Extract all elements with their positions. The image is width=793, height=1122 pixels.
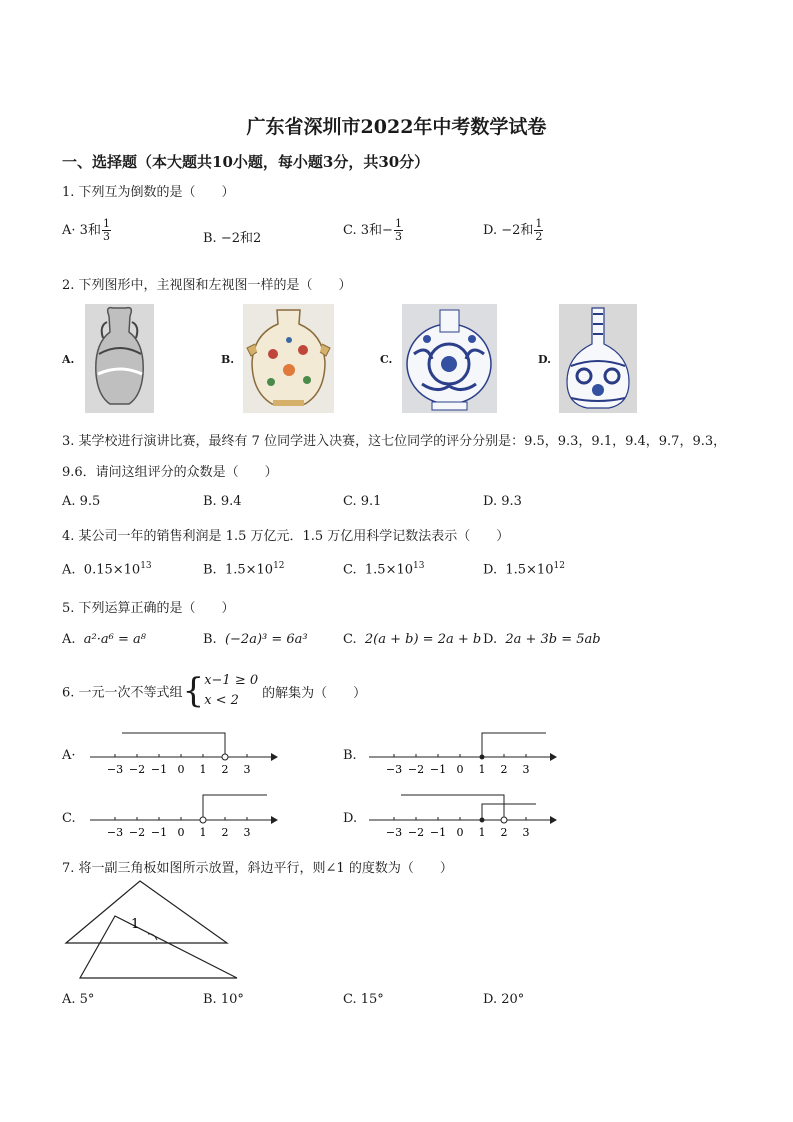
- open-point: [200, 817, 206, 823]
- silver-vase-icon: [85, 304, 154, 413]
- tick-label: 1: [199, 826, 207, 839]
- numerator: 1: [102, 217, 110, 230]
- q1-option-c[interactable]: [343, 218, 404, 243]
- option-label: C.: [343, 223, 357, 238]
- vase-c-image[interactable]: [402, 304, 497, 413]
- solution-bracket: [203, 795, 267, 820]
- tick-label: 1: [478, 763, 486, 776]
- tick-label: −1: [150, 763, 168, 776]
- q5-option-a[interactable]: [62, 632, 146, 647]
- tick-label: 2: [221, 763, 229, 776]
- tick-label: 1: [478, 826, 486, 839]
- tick-label: −2: [128, 763, 146, 776]
- blue-white-vase-icon: [559, 304, 637, 413]
- option-text: −2和: [501, 223, 534, 238]
- q1-option-b[interactable]: [203, 227, 261, 246]
- option-label: B.: [203, 231, 217, 246]
- tick-label: −3: [385, 763, 403, 776]
- arrow-icon: [271, 816, 278, 824]
- option-expression: 2a + 3b = 5ab: [505, 632, 601, 647]
- option-expression: 2(a + b) = 2a + b: [364, 632, 482, 647]
- tick-label: 3: [522, 763, 530, 776]
- arrow-icon: [550, 753, 557, 761]
- q2-label-c: C.: [380, 353, 393, 366]
- numerator: 1: [535, 217, 543, 230]
- vase-a-image[interactable]: [85, 304, 154, 413]
- option-exponent: 12: [553, 561, 565, 571]
- question-6-stem: [62, 671, 366, 711]
- tick-label: 2: [221, 826, 229, 839]
- tick-label: −3: [106, 763, 124, 776]
- option-exponent: 13: [140, 561, 152, 571]
- q7-option-b[interactable]: B. 10°: [203, 992, 244, 1007]
- option-base: 1.5×10: [224, 562, 274, 578]
- tick-label: 3: [522, 826, 530, 839]
- q3-option-c[interactable]: C. 9.1: [343, 494, 382, 509]
- open-point: [222, 754, 228, 760]
- q2-label-a: A.: [62, 353, 75, 366]
- stem-prefix: 6. 一元一次不等式组: [62, 685, 183, 701]
- option-base: 1.5×10: [364, 562, 413, 578]
- triangle-rulers-diagram: [60, 878, 250, 983]
- solution-bracket: [122, 733, 225, 757]
- vase-d-image[interactable]: [559, 304, 637, 413]
- q5-option-b[interactable]: [203, 632, 308, 647]
- option-label: D.: [483, 562, 498, 578]
- option-label: D.: [483, 632, 498, 647]
- numerator: 1: [394, 217, 402, 230]
- q6-label-b[interactable]: B.: [343, 748, 357, 763]
- option-label: B.: [203, 562, 217, 578]
- option-expression: (−2a)³ = 6a³: [224, 632, 308, 647]
- q7-option-d[interactable]: D. 20°: [483, 992, 525, 1007]
- option-base: 0.15×10: [83, 562, 141, 578]
- tick-label: −2: [128, 826, 146, 839]
- question-5-stem: 5. 下列运算正确的是（ ）: [62, 601, 235, 616]
- tick-label: 3: [243, 763, 251, 776]
- q6-label-d[interactable]: D.: [343, 811, 358, 826]
- arrow-icon: [271, 753, 278, 761]
- triangle-upper: [66, 881, 227, 943]
- question-1-stem: 1. 下列互为倒数的是（ ）: [62, 185, 235, 200]
- tick-label: −2: [407, 826, 425, 839]
- q6-label-c[interactable]: C.: [62, 811, 76, 826]
- closed-point: [480, 755, 485, 760]
- q6-label-a[interactable]: A·: [62, 748, 76, 763]
- question-7-stem: 7. 将一副三角板如图所示放置，斜边平行，则∠1 的度数为（ ）: [62, 861, 453, 876]
- solution-bracket: [482, 733, 546, 757]
- tick-label: −1: [150, 826, 168, 839]
- option-label: C.: [343, 562, 357, 578]
- q1-option-a[interactable]: [62, 218, 112, 243]
- q4-option-b[interactable]: [203, 561, 285, 577]
- tick-label: −3: [106, 826, 124, 839]
- enamel-vase-icon: [243, 304, 334, 413]
- solution-bracket-right: [482, 804, 536, 820]
- q4-option-d[interactable]: [483, 561, 565, 577]
- vase-b-image[interactable]: [243, 304, 334, 413]
- tick-label: 0: [177, 763, 185, 776]
- option-expression: a²·a⁶ = a⁸: [83, 632, 146, 647]
- option-exponent: 12: [273, 561, 285, 571]
- q2-label-b: B.: [221, 353, 235, 366]
- q5-option-d[interactable]: [483, 632, 601, 647]
- q5-option-c[interactable]: [343, 632, 481, 647]
- tick-label: 0: [456, 826, 464, 839]
- tick-label: 1: [199, 763, 207, 776]
- tick-label: 2: [500, 763, 508, 776]
- tick-label: −2: [407, 763, 425, 776]
- page-title: 广东省深圳市2022年中考数学试卷: [246, 116, 547, 138]
- option-label: C.: [343, 632, 357, 647]
- q7-option-a[interactable]: A. 5°: [62, 992, 95, 1007]
- q3-option-b[interactable]: B. 9.4: [203, 494, 242, 509]
- tick-label: −1: [429, 763, 447, 776]
- tick-label: 0: [177, 826, 185, 839]
- q1-option-d[interactable]: [483, 218, 544, 243]
- q4-option-a[interactable]: [62, 561, 152, 577]
- denominator: 3: [394, 230, 402, 243]
- option-label: B.: [203, 632, 217, 647]
- tick-label: 0: [456, 763, 464, 776]
- fraction: [534, 218, 543, 243]
- angle-label: 1: [131, 917, 140, 932]
- number-line-b: [364, 725, 559, 780]
- triangle-lower: [80, 916, 237, 978]
- option-label: A.: [62, 562, 76, 578]
- section-heading: 一、选择题（本大题共10小题，每小题3分，共30分）: [62, 153, 430, 171]
- number-line-c: [85, 788, 280, 843]
- angle-arc: [148, 934, 157, 940]
- q2-label-d: D.: [538, 353, 551, 366]
- fraction: [102, 218, 111, 243]
- tick-label: 3: [243, 826, 251, 839]
- brace-icon: {: [182, 671, 205, 711]
- option-label: D.: [483, 223, 498, 238]
- q4-option-c[interactable]: [343, 561, 424, 577]
- q7-option-c[interactable]: C. 15°: [343, 992, 384, 1007]
- tick-label: −1: [429, 826, 447, 839]
- option-text: −2和2: [220, 231, 262, 246]
- blue-white-flask-icon: [402, 304, 497, 413]
- q3-option-d[interactable]: D. 9.3: [483, 494, 522, 509]
- tick-label: −3: [385, 826, 403, 839]
- option-label: A.: [62, 632, 76, 647]
- fraction: [394, 218, 403, 243]
- option-text: 3和: [79, 223, 101, 238]
- question-3-stem-line1: 3. 某学校进行演讲比赛，最终有 7 位同学进入决赛，这七位同学的评分分别是：9.5，9.3，9.1，9.4，9.7，9.3，: [62, 434, 727, 449]
- option-text: 3和−: [360, 223, 393, 238]
- number-line-a: [85, 725, 280, 780]
- stem-suffix: 的解集为（ ）: [262, 685, 367, 701]
- question-2-stem: 2. 下列图形中，主视图和左视图一样的是（ ）: [62, 278, 352, 293]
- open-point: [501, 817, 507, 823]
- arrow-icon: [550, 816, 557, 824]
- solution-bracket-left: [401, 795, 504, 820]
- inequality-2: x < 2: [204, 693, 239, 708]
- question-3-stem-line2: 9.6．请问这组评分的众数是（ ）: [62, 465, 278, 480]
- option-exponent: 13: [413, 561, 425, 571]
- closed-point: [480, 818, 485, 823]
- question-4-stem: 4. 某公司一年的销售利润是 1.5 万亿元．1.5 万亿用科学记数法表示（ ）: [62, 529, 510, 544]
- denominator: 2: [535, 230, 543, 243]
- inequality-1: x−1 ≥ 0: [204, 673, 259, 688]
- denominator: 3: [102, 230, 110, 243]
- option-label: A·: [62, 223, 76, 238]
- q3-option-a[interactable]: A. 9.5: [62, 494, 101, 509]
- number-line-d: [364, 788, 559, 843]
- option-base: 1.5×10: [505, 562, 554, 578]
- inequality-system: [204, 671, 258, 711]
- tick-label: 2: [500, 826, 508, 839]
